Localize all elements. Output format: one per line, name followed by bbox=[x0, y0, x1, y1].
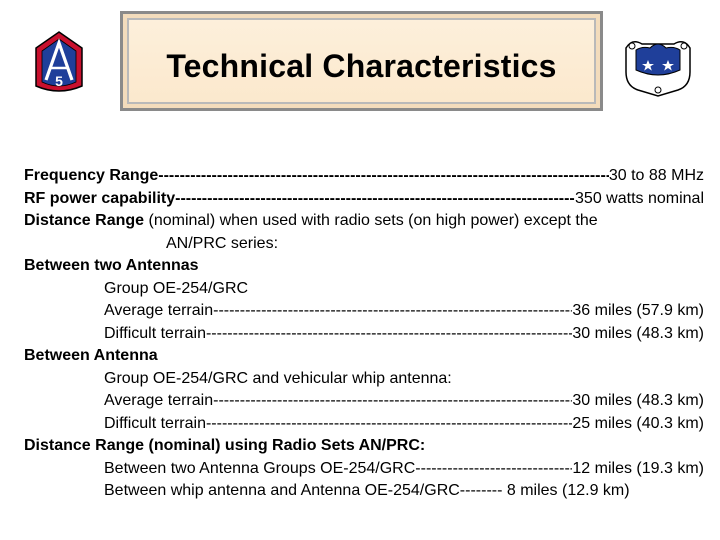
whip-and-antenna-label: Between whip antenna and Antenna OE-254/GRC bbox=[104, 482, 460, 499]
svg-text:5: 5 bbox=[55, 73, 63, 89]
group-whip-line bbox=[24, 368, 704, 391]
army-patch-logo-icon bbox=[32, 30, 86, 96]
an-prc-series-text: AN/PRC series: bbox=[166, 234, 279, 252]
leader-dashes bbox=[415, 458, 572, 481]
leader-dashes bbox=[158, 165, 609, 188]
leader-dashes bbox=[213, 300, 572, 323]
leader-dashes-short: -------- bbox=[459, 482, 503, 499]
group-oe254-line bbox=[24, 278, 704, 301]
difficult-terrain-value: 25 miles (40.3 km) bbox=[572, 414, 704, 432]
unit-insignia-icon bbox=[618, 34, 698, 100]
an-prc-series-line bbox=[24, 233, 704, 256]
average-terrain-label: Average terrain bbox=[104, 392, 214, 409]
distance-range-text: (nominal) when used with radio sets (on high power) except the bbox=[144, 212, 598, 229]
between-two-antennas-text: Between two Antennas bbox=[24, 257, 199, 274]
whip-and-antenna-line bbox=[24, 480, 704, 503]
difficult-terrain-value: 30 miles (48.3 km) bbox=[572, 324, 704, 342]
page-title: Technical Characteristics bbox=[166, 48, 557, 84]
group-oe254-text: Group OE-254/GRC bbox=[104, 279, 249, 297]
average-terrain-value: 30 miles (48.3 km) bbox=[572, 392, 704, 409]
difficult-terrain-line-2 bbox=[24, 413, 704, 436]
average-terrain-label: Average terrain bbox=[104, 302, 214, 319]
leader-dashes bbox=[213, 390, 572, 413]
two-antenna-groups-label: Between two Antenna Groups OE-254/GRC bbox=[104, 459, 416, 477]
between-two-antennas-heading bbox=[24, 255, 704, 278]
two-antenna-groups-value: 12 miles (19.3 km) bbox=[572, 459, 704, 477]
distance-range-label: Distance Range bbox=[24, 212, 145, 229]
leader-dashes bbox=[206, 413, 572, 436]
average-terrain-value: 36 miles (57.9 km) bbox=[572, 302, 704, 319]
leader-dashes bbox=[206, 323, 572, 346]
frequency-range-line bbox=[24, 165, 704, 188]
average-terrain-line-1 bbox=[24, 300, 704, 323]
difficult-terrain-label: Difficult terrain bbox=[104, 414, 206, 432]
rf-power-value: 350 watts nominal bbox=[575, 189, 704, 207]
leader-dashes bbox=[175, 188, 575, 211]
frequency-range-label: Frequency Range bbox=[24, 167, 159, 184]
rf-power-line bbox=[24, 188, 704, 211]
group-whip-text: Group OE-254/GRC and vehicular whip antenna: bbox=[104, 369, 452, 387]
distance-range-prc-heading bbox=[24, 435, 704, 458]
difficult-terrain-line-1 bbox=[24, 323, 704, 346]
average-terrain-line-2 bbox=[24, 390, 704, 413]
between-antenna-heading bbox=[24, 345, 704, 368]
between-antenna-text: Between Antenna bbox=[24, 347, 158, 364]
characteristics-text bbox=[24, 165, 704, 503]
distance-range-line bbox=[24, 210, 704, 233]
two-antenna-groups-line bbox=[24, 458, 704, 481]
frequency-range-value: 30 to 88 MHz bbox=[608, 167, 704, 184]
difficult-terrain-label: Difficult terrain bbox=[104, 324, 206, 342]
title-box bbox=[120, 11, 603, 111]
distance-range-prc-text: Distance Range (nominal) using Radio Sets AN/PRC: bbox=[24, 437, 426, 454]
rf-power-label: RF power capability bbox=[24, 189, 176, 207]
whip-and-antenna-value: 8 miles (12.9 km) bbox=[502, 482, 630, 499]
